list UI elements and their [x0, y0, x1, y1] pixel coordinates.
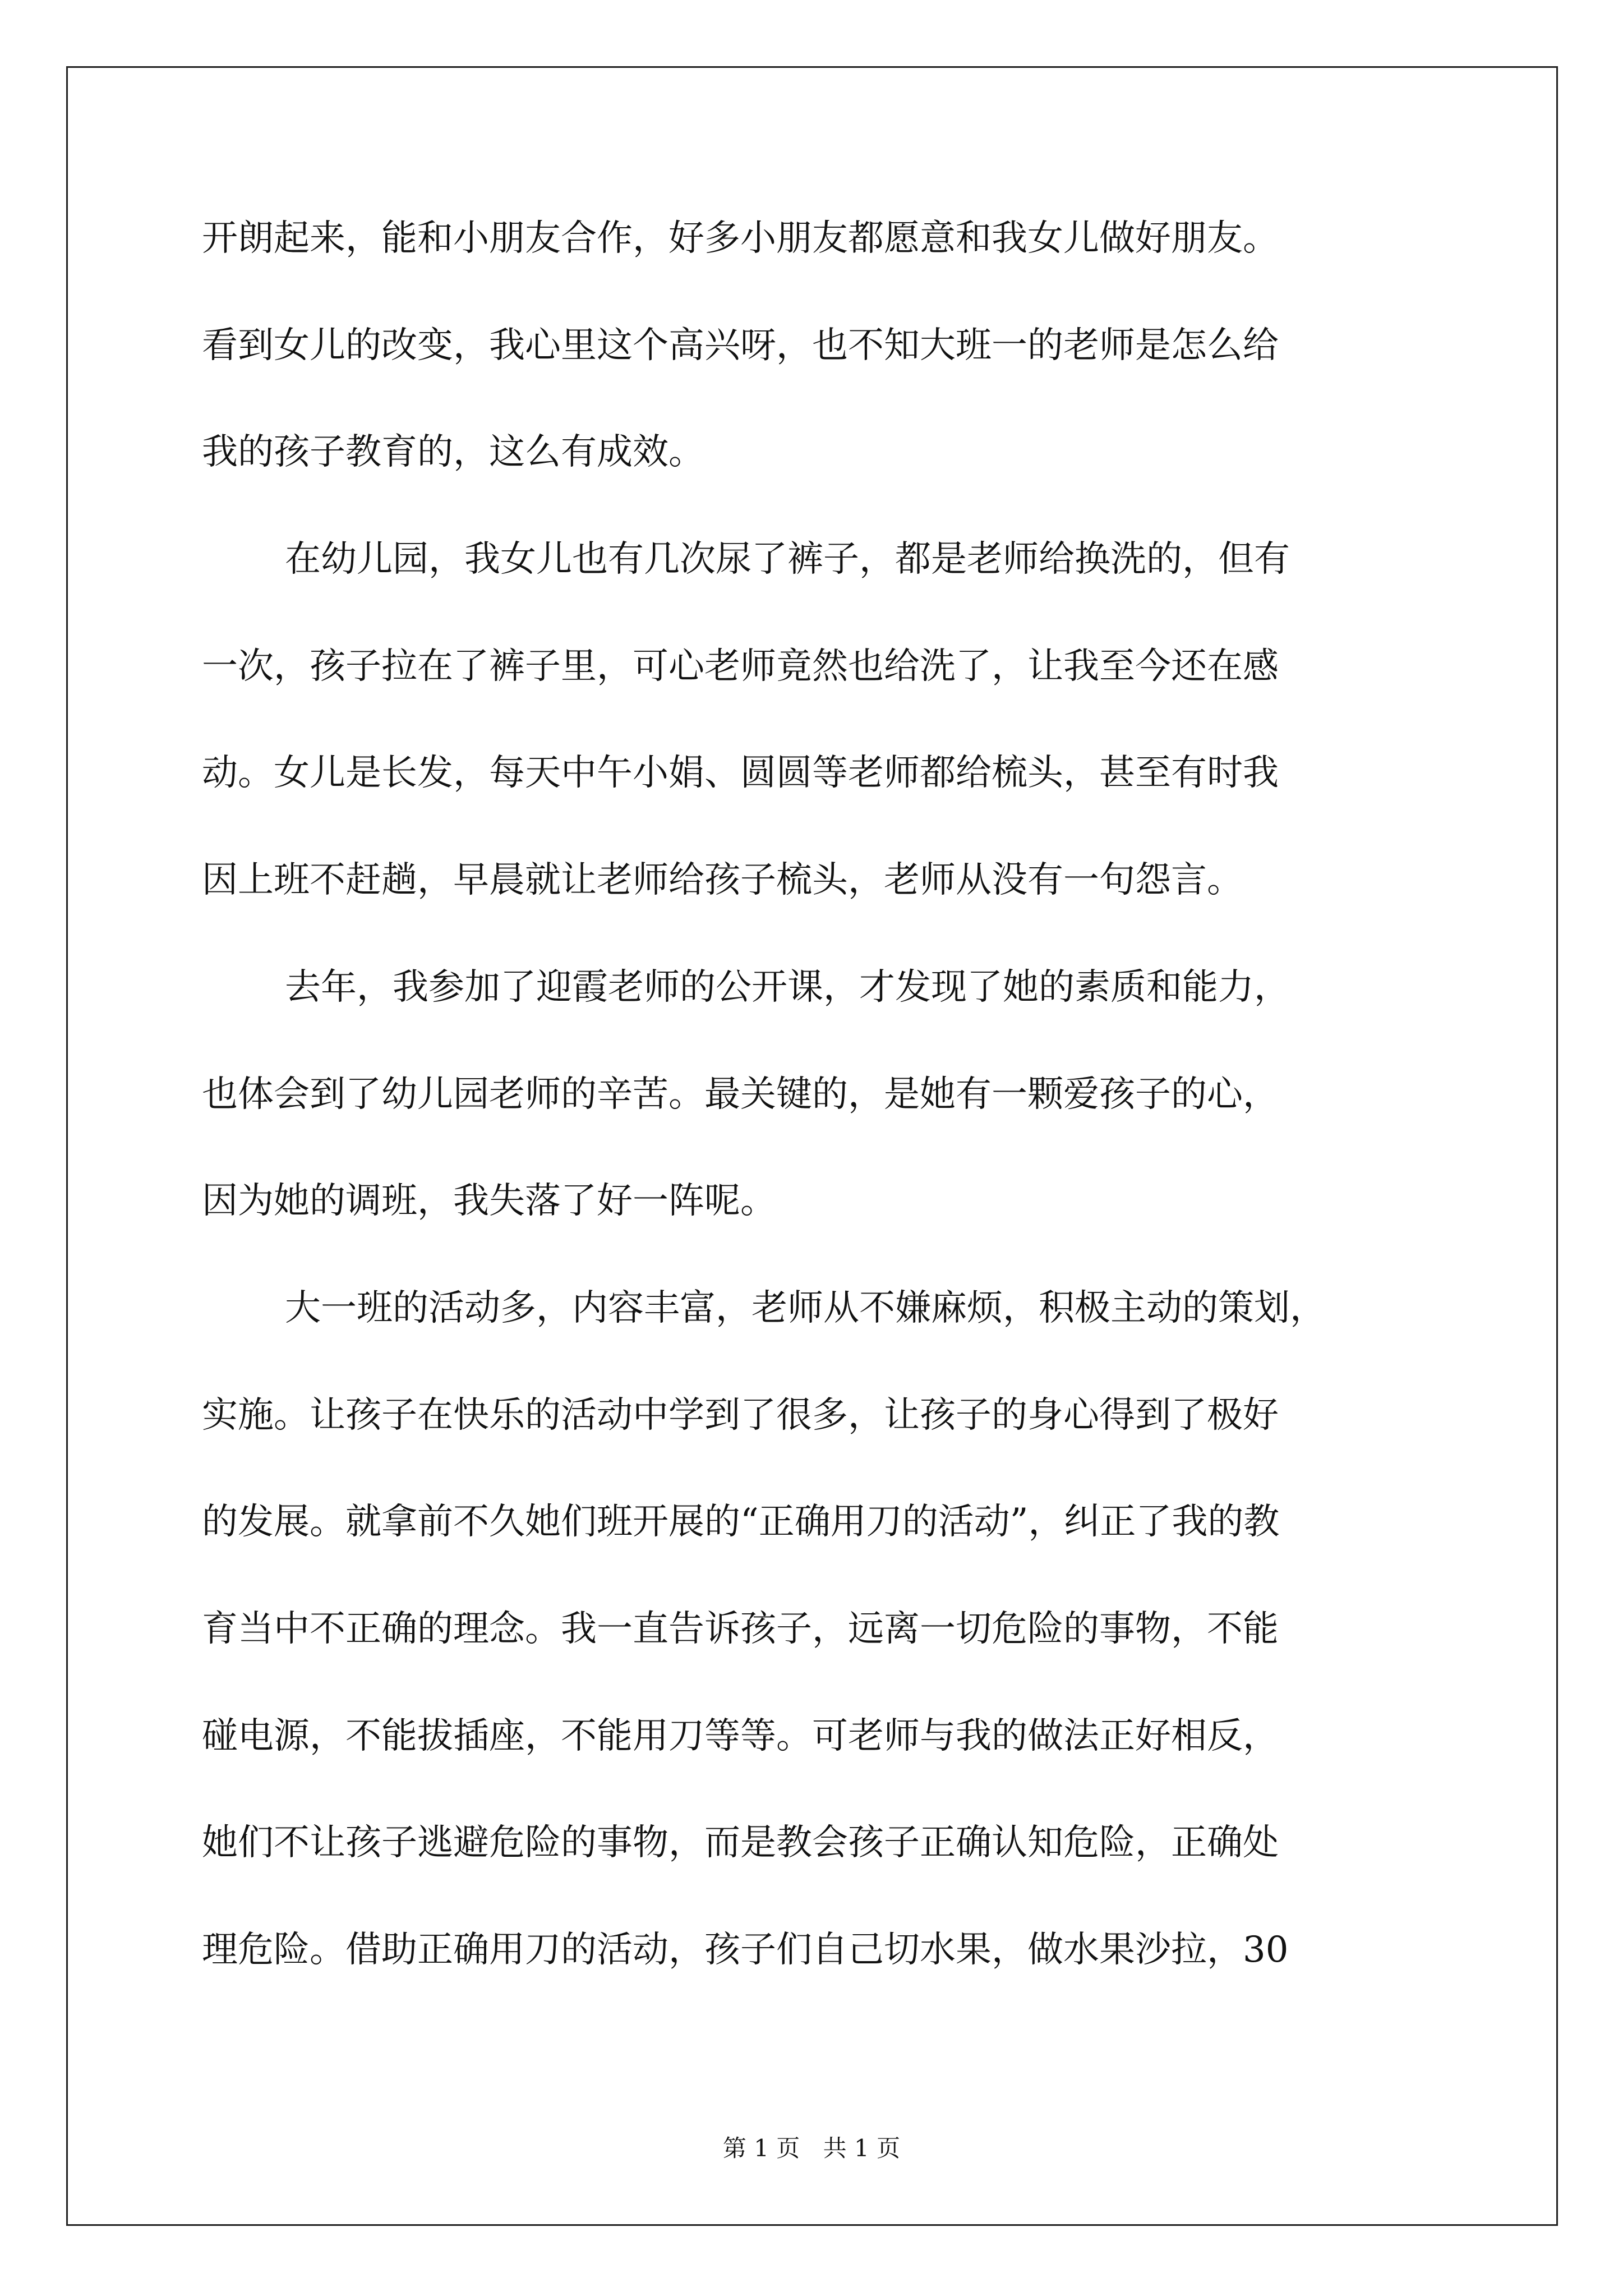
text-line: 也体会到了幼儿园老师的辛苦。最关键的，是她有一颗爱孩子的心， [202, 1073, 1279, 1115]
text-line: 因上班不赶趟，早晨就让老师给孩子梳头，老师从没有一句怨言。 [202, 859, 1243, 901]
page-footer [0, 2132, 1623, 2165]
text-line: 去年，我参加了迎霞老师的公开课，才发现了她的素质和能力， [285, 966, 1290, 1008]
document-body [202, 210, 1492, 2029]
text-line: 开朗起来，能和小朋友合作，好多小朋友都愿意和我女儿做好朋友。 [202, 218, 1279, 259]
text-line: 我的孩子教育的，这么有成效。 [202, 431, 704, 473]
text-line: 的发展。就拿前不久她们班开展的“正确用刀的活动”，纠正了我的教 [202, 1501, 1280, 1543]
text-line: 动。女儿是长发，每天中午小娟、圆圆等老师都给梳头，甚至有时我 [202, 752, 1279, 794]
text-line: 她们不让孩子逃避危险的事物，而是教会孩子正确认知危险，正确处 [202, 1822, 1279, 1864]
text-line: 一次，孩子拉在了裤子里，可心老师竟然也给洗了，让我至今还在感 [202, 645, 1279, 687]
text-line: 育当中不正确的理念。我一直告诉孩子，远离一切危险的事物，不能 [202, 1608, 1279, 1650]
text-line: 碰电源，不能拔插座，不能用刀等等。可老师与我的做法正好相反， [202, 1715, 1279, 1757]
text-line: 大一班的活动多，内容丰富，老师从不嫌麻烦，积极主动的策划， [285, 1287, 1326, 1329]
text-line: 理危险。借助正确用刀的活动，孩子们自己切水果，做水果沙拉，30 [202, 1929, 1289, 1971]
page-number: 第 1 页 [722, 2134, 800, 2162]
page-total: 共 1 页 [823, 2134, 901, 2162]
text-line: 看到女儿的改变，我心里这个高兴呀，也不知大班一的老师是怎么给 [202, 324, 1279, 366]
text-line: 实施。让孩子在快乐的活动中学到了很多，让孩子的身心得到了极好 [202, 1394, 1279, 1436]
text-line: 因为她的调班，我失落了好一阵呢。 [202, 1180, 776, 1222]
text-line: 在幼儿园，我女儿也有几次尿了裤子，都是老师给换洗的，但有 [285, 539, 1290, 581]
